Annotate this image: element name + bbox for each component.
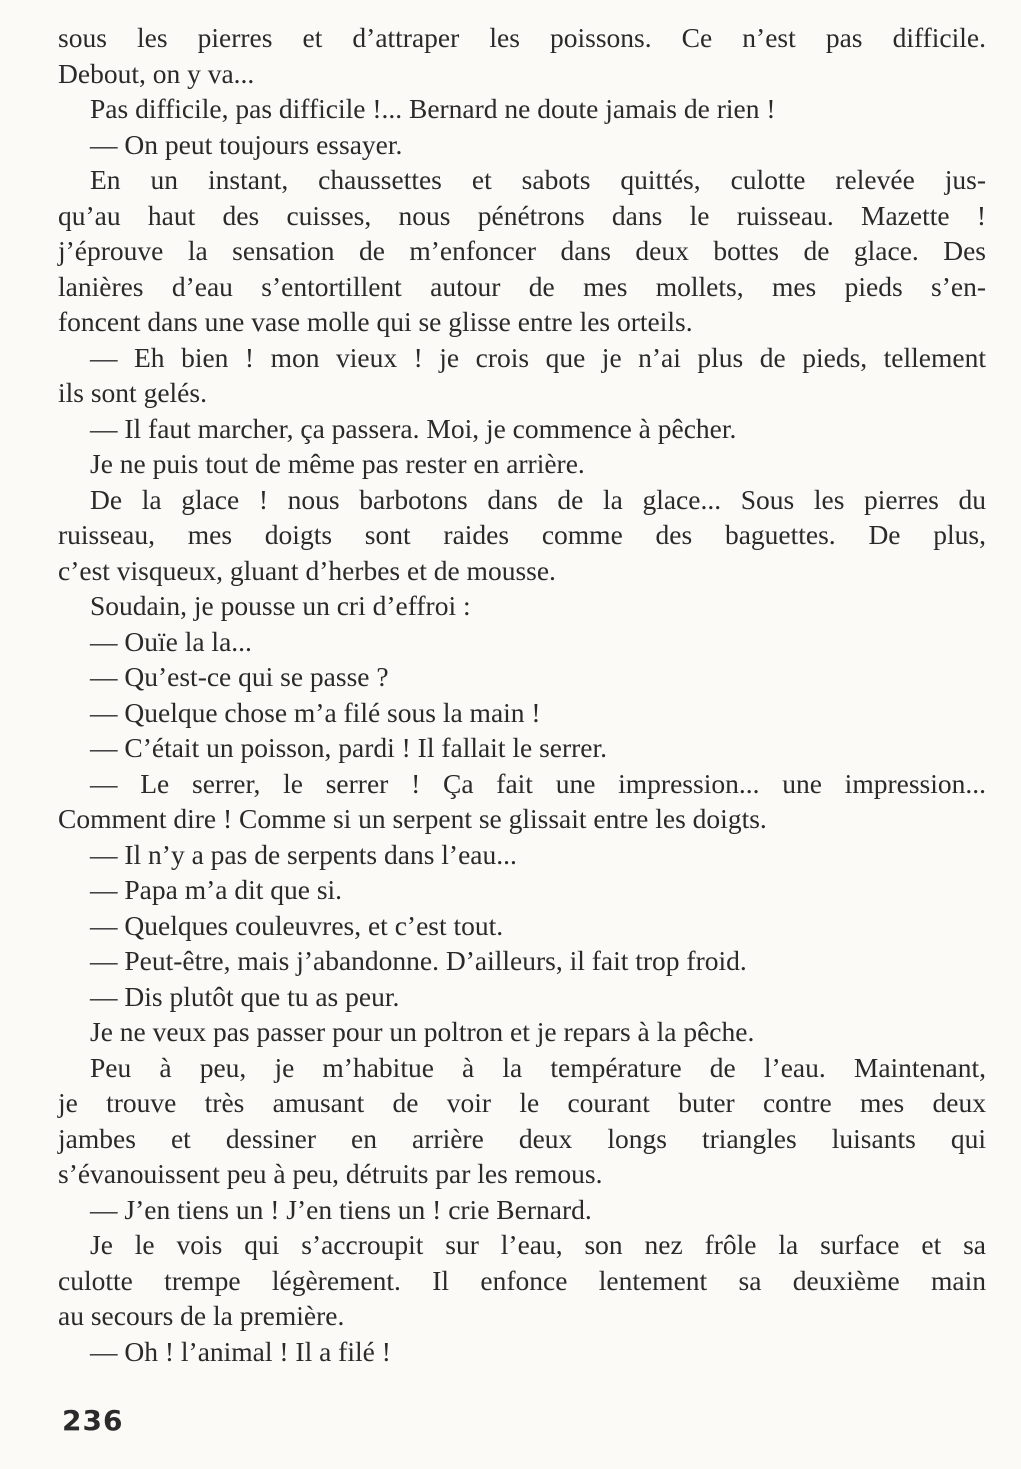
dialogue-line: — J’en tiens un ! J’en tiens un ! crie Bernard. [90, 1193, 592, 1225]
text-line: ils sont gelés. [58, 377, 207, 408]
text-line: s’évanouissent peu à peu, détruits par les remous. [58, 1158, 603, 1189]
text-line: qu’au haut des cuisses, nous pénétrons dans le ruisseau. Mazette ! [58, 199, 986, 231]
text-line: sous les pierres et d’attraper les poissons. Ce n’est pas difficile. [58, 22, 986, 53]
dialogue-line: — Dis plutôt que tu as peur. [90, 980, 400, 1012]
text-line: culotte trempe légèrement. Il enfonce lentement sa deuxième main [58, 1264, 986, 1296]
text-line: Debout, on y va... [58, 57, 255, 89]
dialogue-line: — Quelques couleuvres, et c’est tout. [90, 909, 504, 941]
text-line: j’éprouve la sensation de m’enfoncer dans deux bottes de glace. Des [58, 235, 986, 266]
dialogue-line: — Oh ! l’animal ! Il a filé ! [90, 1335, 391, 1367]
text-line: au secours de la première. [58, 1300, 345, 1331]
dialogue-line: — Quelque chose m’a filé sous la main ! [90, 696, 541, 728]
dialogue-line: — Il n’y a pas de serpents dans l’eau... [90, 838, 517, 870]
text-line: c’est visqueux, gluant d’herbes et de mousse. [58, 554, 556, 586]
dialogue-line: — Le serrer, le serrer ! Ça fait une impression... une impression... [90, 767, 986, 799]
text-line: De la glace ! nous barbotons dans de la glace... Sous les pierres du [90, 483, 986, 515]
dialogue-line: — Peut-être, mais j’abandonne. D’ailleurs, il fait trop froid. [90, 945, 747, 976]
text-line: foncent dans une vase molle qui se glisse entre les orteils. [58, 306, 693, 337]
text-line: ruisseau, mes doigts sont raides comme des baguettes. De plus, [58, 519, 986, 550]
dialogue-line: — Ouïe la la... [90, 625, 252, 657]
text-line: jambes et dessiner en arrière deux longs triangles luisants qui [58, 1122, 986, 1154]
dialogue-line: — Il faut marcher, ça passera. Moi, je commence à pêcher. [90, 412, 737, 444]
text-line: je trouve très amusant de voir le courant buter contre mes deux [58, 1087, 986, 1118]
dialogue-line: — C’était un poisson, pardi ! Il fallait le serrer. [90, 732, 608, 763]
text-line: Je ne puis tout de même pas rester en arrière. [90, 448, 585, 479]
text-line: Soudain, je pousse un cri d’effroi : [90, 590, 471, 621]
dialogue-line: — Papa m’a dit que si. [90, 874, 343, 905]
text-line: Je ne veux pas passer pour un poltron et je repars à la pêche. [90, 1016, 755, 1047]
dialogue-line: — On peut toujours essayer. [90, 128, 403, 160]
text-line: lanières d’eau s’entortillent autour de mes mollets, mes pieds s’en- [58, 270, 986, 302]
text-line: Je le vois qui s’accroupit sur l’eau, son nez frôle la surface et sa [90, 1229, 986, 1260]
book-page-text [58, 20, 986, 1369]
text-line: En un instant, chaussettes et sabots quittés, culotte relevée jus- [90, 164, 986, 195]
text-line: Comment dire ! Comme si un serpent se glissait entre les doigts. [58, 803, 767, 834]
text-line: Pas difficile, pas difficile !... Bernard ne doute jamais de rien ! [90, 93, 776, 124]
dialogue-line: — Qu’est-ce qui se passe ? [90, 661, 389, 692]
text-line: Peu à peu, je m’habitue à la température de l’eau. Maintenant, [90, 1051, 986, 1083]
dialogue-line: — Eh bien ! mon vieux ! je crois que je n’ai plus de pieds, tellement [90, 341, 986, 373]
page-number: 236 [62, 1404, 124, 1437]
